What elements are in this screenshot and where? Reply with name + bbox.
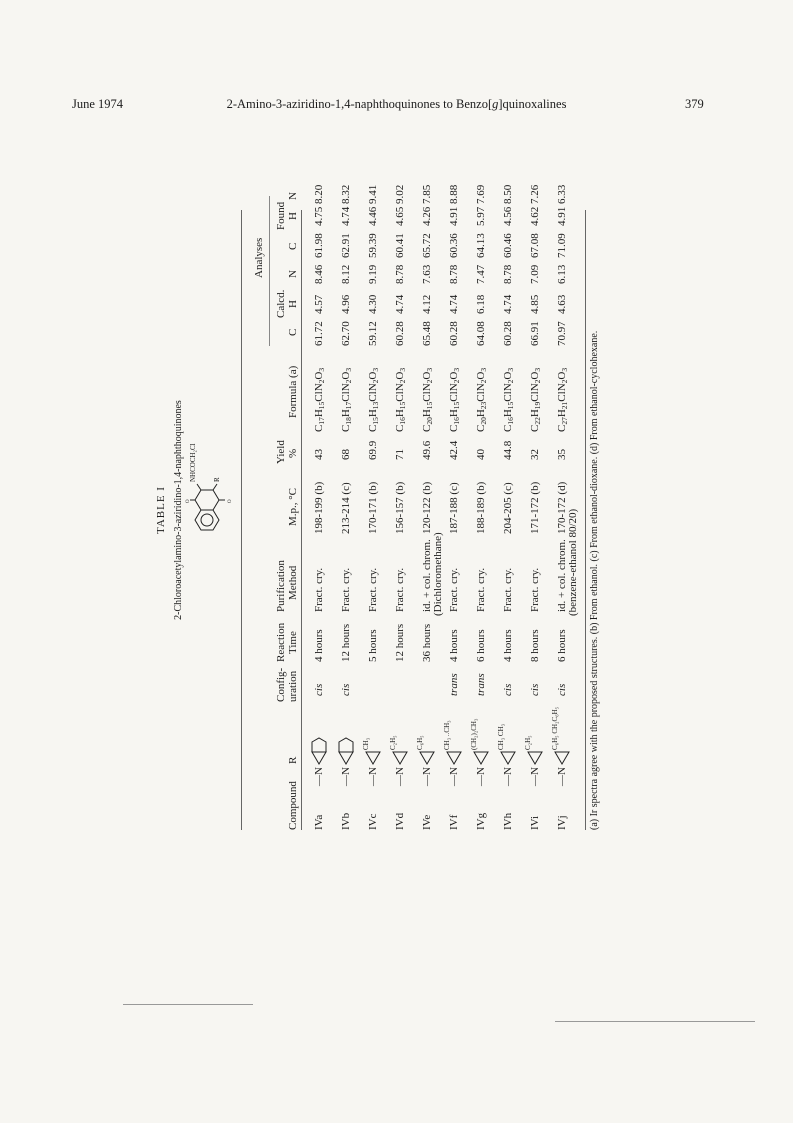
cell-compound: IVj — [556, 815, 568, 830]
cell-found-h: 4.91 — [556, 206, 568, 226]
cell-r: —N — [313, 767, 325, 786]
svg-text:O: O — [228, 499, 233, 503]
cell-calc-c: 59.12 — [367, 321, 379, 346]
formula-element: H — [394, 409, 406, 418]
cell-calc-h: 4.30 — [367, 294, 379, 314]
formula-element: C — [313, 424, 325, 432]
cell-r-substituent: C₆H₅ CH₂C₆H₅ — [551, 706, 559, 750]
cell-compound: IVa — [313, 814, 325, 830]
cell-calc-h: 4.74 — [394, 294, 406, 314]
cell-compound: IVe — [421, 814, 433, 830]
formula-element: H — [313, 409, 325, 418]
header-time-2: Time — [287, 631, 299, 654]
cell-config: cis — [529, 683, 541, 696]
cell-calc-n: 8.78 — [394, 264, 406, 284]
cell-found-c: 67.08 — [529, 233, 541, 258]
cell-r: —N — [421, 767, 433, 786]
cell-found-n: 7.69 — [475, 184, 487, 204]
cell-calc-c: 60.28 — [448, 321, 460, 346]
cell-found-h: 4.62 — [529, 206, 541, 226]
formula-count: 3 — [560, 367, 569, 372]
formula-count: 16 — [506, 417, 515, 425]
bottom-rule — [585, 210, 586, 830]
cell-found-n: 7.85 — [421, 184, 433, 204]
formula-element: ClN — [448, 383, 460, 402]
cell-yield: 44.8 — [502, 440, 514, 460]
formula-count: 3 — [398, 367, 407, 372]
formula-element: C — [502, 424, 514, 432]
cell-found-c: 60.41 — [394, 233, 406, 258]
formula-element: ClN — [421, 383, 433, 402]
cell-method: Fract. cry. — [394, 567, 406, 612]
cell-yield: 69.9 — [367, 440, 379, 460]
cell-found-h: 4.46 — [367, 206, 379, 226]
formula-count: 17 — [344, 401, 353, 410]
cell-found-h: 4.65 — [394, 206, 406, 226]
aziridine-ring-icon — [309, 736, 329, 766]
formula-count: 2 — [371, 379, 380, 384]
cell-method: id. + col. chrom. — [421, 539, 433, 612]
formula-count: 16 — [452, 417, 461, 425]
cell-calc-n: 8.46 — [313, 264, 325, 284]
cell-calc-h: 4.57 — [313, 294, 325, 314]
formula-element: C — [556, 424, 568, 432]
cell-time: 12 hours — [340, 623, 352, 662]
header-calcd: Calcd. — [275, 289, 287, 318]
cell-r: —N — [529, 767, 541, 786]
cell-time: 6 hours — [475, 629, 487, 662]
formula-element: ClN — [367, 383, 379, 402]
running-title-g: g — [492, 97, 499, 111]
header-method-1: Purification — [275, 560, 287, 612]
header-found-c: C — [287, 242, 299, 250]
cell-found-n: 8.20 — [313, 184, 325, 204]
header-time-1: Reaction — [275, 622, 287, 662]
formula-element: O — [421, 371, 433, 380]
cell-r: —N — [556, 767, 568, 786]
cell-found-n: 6.33 — [556, 184, 568, 204]
cell-method: Fract. cry. — [448, 567, 460, 612]
cell-calc-h: 4.12 — [421, 294, 433, 314]
formula-element: O — [367, 371, 379, 380]
formula-count: 20 — [479, 417, 488, 425]
cell-mp: 170-172 (d) — [556, 481, 568, 534]
cell-calc-c: 70.97 — [556, 321, 568, 346]
cell-calc-c: 60.28 — [502, 321, 514, 346]
cell-r: —N — [394, 767, 406, 786]
cell-time: 6 hours — [556, 629, 568, 662]
cell-time: 4 hours — [313, 629, 325, 662]
formula-count: 3 — [452, 367, 461, 372]
cell-found-h: 4.91 — [448, 206, 460, 226]
formula-element: H — [448, 409, 460, 418]
cell-formula — [394, 368, 407, 432]
formula-element: C — [367, 424, 379, 432]
formula-element: O — [475, 371, 487, 380]
cell-method: Fract. cry. — [367, 567, 379, 612]
formula-element: ClN — [475, 383, 487, 402]
formula-element: H — [367, 409, 379, 418]
cell-found-h: 5.97 — [475, 206, 487, 226]
cell-config: trans — [448, 673, 460, 696]
rotated-table — [155, 184, 605, 830]
formula-count: 15 — [317, 401, 326, 410]
cell-calc-n: 9.19 — [367, 264, 379, 284]
header-found-n: N — [287, 192, 299, 200]
cell-formula — [448, 368, 461, 432]
formula-element: C — [529, 424, 541, 432]
formula-element: ClN — [556, 383, 568, 402]
cell-compound: IVd — [394, 812, 406, 830]
cell-time: 12 hours — [394, 623, 406, 662]
cell-formula — [502, 368, 515, 432]
formula-count: 3 — [506, 367, 515, 372]
cell-found-c: 71.09 — [556, 233, 568, 258]
cell-r-substituent: CH₃ — [362, 737, 370, 750]
formula-element: ClN — [502, 383, 514, 402]
cell-time: 5 hours — [367, 629, 379, 662]
formula-count: 2 — [344, 379, 353, 384]
cell-formula — [421, 368, 434, 432]
top-rule — [241, 210, 242, 830]
cell-found-c: 64.13 — [475, 233, 487, 258]
cell-mp: 170-171 (b) — [367, 481, 379, 534]
cell-mp: 187-188 (c) — [448, 482, 460, 534]
cell-formula — [475, 368, 488, 432]
cell-r-substituent: CH₃ ..CH₃ — [443, 720, 451, 750]
formula-element: O — [340, 371, 352, 380]
cell-calc-c: 62.70 — [340, 321, 352, 346]
header-config-2: uration — [287, 670, 299, 702]
cell-found-n: 8.32 — [340, 184, 352, 204]
running-title-post: ]quinoxalines — [498, 97, 567, 111]
formula-count: 3 — [317, 367, 326, 372]
cell-mp: 120-122 (b) — [421, 481, 433, 534]
cell-calc-n: 8.78 — [502, 264, 514, 284]
cell-config: cis — [556, 683, 568, 696]
cell-yield: 68 — [340, 449, 352, 460]
formula-count: 27 — [560, 417, 569, 425]
cell-r-substituent: C₂H₅ — [389, 735, 397, 750]
running-title-pre: 2-Amino-3-aziridino-1,4-naphthoquinones to Benzo[ — [226, 97, 493, 111]
formula-count: 2 — [560, 379, 569, 384]
analyses-rule — [269, 196, 270, 346]
cell-method: Fract. cry. — [475, 567, 487, 612]
cell-method-note: (Dichloromethane) — [432, 532, 444, 616]
margin-rule-right — [555, 1021, 755, 1022]
cell-yield: 43 — [313, 449, 325, 460]
cell-found-h: 4.26 — [421, 206, 433, 226]
header-r: R — [287, 756, 299, 764]
cell-r-substituent: (CH₂)₂CH₃ — [470, 718, 478, 750]
cell-yield: 35 — [556, 449, 568, 460]
header-config-1: Config- — [275, 667, 287, 702]
cell-r-substituent: C₂H₅ — [524, 735, 532, 750]
header-compound: Compound — [287, 781, 299, 830]
formula-element: H — [475, 409, 487, 418]
cell-calc-n: 6.13 — [556, 264, 568, 284]
cell-calc-n: 7.63 — [421, 264, 433, 284]
cell-formula — [529, 368, 542, 432]
header-found-h: H — [287, 212, 299, 220]
formula-element: ClN — [313, 383, 325, 402]
cell-calc-h: 4.63 — [556, 294, 568, 314]
cell-yield: 40 — [475, 449, 487, 460]
header-calc-c: C — [287, 328, 299, 336]
cell-time: 8 hours — [529, 629, 541, 662]
cell-config: trans — [475, 673, 487, 696]
formula-count: 13 — [371, 401, 380, 410]
cell-compound: IVc — [367, 813, 379, 830]
formula-count: 3 — [344, 367, 353, 372]
cell-config: cis — [313, 683, 325, 696]
formula-count: 2 — [317, 379, 326, 384]
cell-time: 4 hours — [448, 629, 460, 662]
formula-count: 2 — [398, 379, 407, 384]
formula-element: ClN — [394, 383, 406, 402]
cell-compound: IVg — [475, 812, 487, 830]
cell-calc-n: 7.09 — [529, 264, 541, 284]
cell-r-substituent: C₆H₅ — [416, 735, 424, 750]
cell-found-h: 4.74 — [340, 206, 352, 226]
formula-element: C — [448, 424, 460, 432]
cell-calc-c: 61.72 — [313, 321, 325, 346]
cell-mp: 198-199 (b) — [313, 481, 325, 534]
cell-mp: 156-157 (b) — [394, 481, 406, 534]
formula-count: 23 — [479, 401, 488, 410]
cell-r-substituent: CH₃ CH₃ — [497, 723, 505, 750]
cell-found-c: 60.36 — [448, 233, 460, 258]
formula-count: 17 — [317, 417, 326, 425]
cell-r: —N — [475, 767, 487, 786]
formula-count: 20 — [425, 417, 434, 425]
formula-count: 21 — [560, 401, 569, 410]
formula-element: O — [529, 371, 541, 380]
cell-found-n: 8.88 — [448, 184, 460, 204]
formula-count: 2 — [452, 379, 461, 384]
formula-element: C — [394, 424, 406, 432]
formula-element: H — [421, 409, 433, 418]
cell-mp: 188-189 (b) — [475, 481, 487, 534]
cell-yield: 32 — [529, 449, 541, 460]
cell-r: —N — [340, 767, 352, 786]
header-yield-2: % — [287, 448, 299, 458]
cell-calc-h: 4.85 — [529, 294, 541, 314]
cell-method-note: (benzene-ethanol 80/20) — [567, 508, 579, 616]
formula-element: C — [475, 424, 487, 432]
cell-calc-c: 65.48 — [421, 321, 433, 346]
header-formula: Formula (a) — [287, 365, 299, 418]
cell-found-h: 4.56 — [502, 206, 514, 226]
cell-formula — [313, 368, 326, 432]
formula-count: 15 — [506, 401, 515, 410]
cell-compound: IVi — [529, 815, 541, 830]
header-rule — [301, 210, 302, 830]
formula-count: 15 — [371, 417, 380, 425]
cell-found-c: 60.46 — [502, 233, 514, 258]
cell-found-c: 59.39 — [367, 233, 379, 258]
table-footnote: (a) Ir spectra agree with the proposed structures. (b) From ethanol. (c) From ethanol-dioxane. (d) From ethanol-cyclohexane. — [589, 330, 600, 830]
cell-formula — [556, 368, 569, 432]
formula-element: O — [313, 371, 325, 380]
cell-compound: IVb — [340, 812, 352, 830]
header-method-2: Method — [287, 565, 299, 600]
cell-r: —N — [448, 767, 460, 786]
aziridine-ring-icon — [336, 736, 356, 766]
cell-time: 36 hours — [421, 623, 433, 662]
cell-yield: 71 — [394, 449, 406, 460]
cell-compound: IVf — [448, 814, 460, 830]
cell-yield: 42.4 — [448, 440, 460, 460]
header-mp: M.p., °C — [287, 487, 299, 526]
formula-count: 3 — [371, 367, 380, 372]
formula-element: ClN — [529, 383, 541, 402]
cell-found-n: 7.26 — [529, 184, 541, 204]
cell-r: —N — [367, 767, 379, 786]
cell-r: —N — [502, 767, 514, 786]
cell-method: id. + col. chrom. — [556, 539, 568, 612]
structure-substituent: NHCOCH₂Cl — [189, 443, 197, 482]
cell-time: 4 hours — [502, 629, 514, 662]
page-number: 379 — [685, 97, 704, 111]
cell-calc-n: 7.47 — [475, 264, 487, 284]
cell-method: Fract. cry. — [502, 567, 514, 612]
cell-calc-n: 8.12 — [340, 264, 352, 284]
formula-count: 22 — [533, 417, 542, 425]
formula-element: O — [394, 371, 406, 380]
formula-count: 2 — [425, 379, 434, 384]
cell-calc-h: 4.74 — [448, 294, 460, 314]
formula-element: O — [556, 371, 568, 380]
cell-found-n: 8.50 — [502, 184, 514, 204]
cell-calc-c: 66.91 — [529, 321, 541, 346]
formula-count: 15 — [398, 401, 407, 410]
cell-compound: IVh — [502, 812, 514, 830]
formula-element: O — [502, 371, 514, 380]
structure-r-label: R — [213, 477, 221, 482]
formula-count: 18 — [344, 417, 353, 425]
cell-mp: 213-214 (c) — [340, 482, 352, 534]
cell-calc-h: 6.18 — [475, 294, 487, 314]
cell-calc-c: 64.08 — [475, 321, 487, 346]
header-date: June 1974 — [72, 97, 124, 111]
cell-found-c: 65.72 — [421, 233, 433, 258]
cell-calc-h: 4.96 — [340, 294, 352, 314]
cell-method: Fract. cry. — [313, 567, 325, 612]
formula-element: H — [502, 409, 514, 418]
header-calc-n: N — [287, 270, 299, 278]
svg-text:O: O — [186, 499, 191, 503]
formula-element: C — [421, 424, 433, 432]
formula-element: O — [448, 371, 460, 380]
header-analyses: Analyses — [253, 237, 265, 278]
cell-config: cis — [340, 683, 352, 696]
cell-found-n: 9.41 — [367, 184, 379, 204]
formula-count: 16 — [398, 417, 407, 425]
running-title — [0, 97, 793, 112]
table-caption: 2-Chloroacetylamino-3-aziridino-1,4-naphthoquinones — [173, 400, 184, 620]
cell-formula — [367, 368, 380, 432]
cell-yield: 49.6 — [421, 440, 433, 460]
formula-count: 3 — [533, 367, 542, 372]
formula-count: 19 — [533, 401, 542, 410]
formula-count: 3 — [425, 367, 434, 372]
cell-found-h: 4.75 — [313, 206, 325, 226]
cell-calc-h: 4.74 — [502, 294, 514, 314]
cell-calc-n: 8.78 — [448, 264, 460, 284]
formula-element: C — [340, 424, 352, 432]
formula-count: 15 — [452, 401, 461, 410]
cell-mp: 171-172 (b) — [529, 481, 541, 534]
cell-method: Fract. cry. — [529, 567, 541, 612]
cell-found-c: 61.98 — [313, 233, 325, 258]
formula-count: 3 — [479, 367, 488, 372]
cell-calc-c: 60.28 — [394, 321, 406, 346]
cell-mp: 204-205 (c) — [502, 482, 514, 534]
formula-element: H — [529, 409, 541, 418]
header-found: Found — [275, 201, 287, 230]
formula-element: ClN — [340, 383, 352, 402]
margin-rule-left — [123, 1004, 253, 1005]
cell-found-c: 62.91 — [340, 233, 352, 258]
formula-element: H — [340, 409, 352, 418]
formula-element: H — [556, 409, 568, 418]
formula-count: 15 — [425, 401, 434, 410]
header-calc-h: H — [287, 300, 299, 308]
formula-count: 2 — [479, 379, 488, 384]
table-label: TABLE I — [155, 486, 167, 534]
cell-method: Fract. cry. — [340, 567, 352, 612]
formula-count: 2 — [533, 379, 542, 384]
header-yield-1: Yield — [275, 440, 287, 464]
formula-count: 2 — [506, 379, 515, 384]
cell-found-n: 9.02 — [394, 184, 406, 204]
cell-config: cis — [502, 683, 514, 696]
cell-formula — [340, 368, 353, 432]
